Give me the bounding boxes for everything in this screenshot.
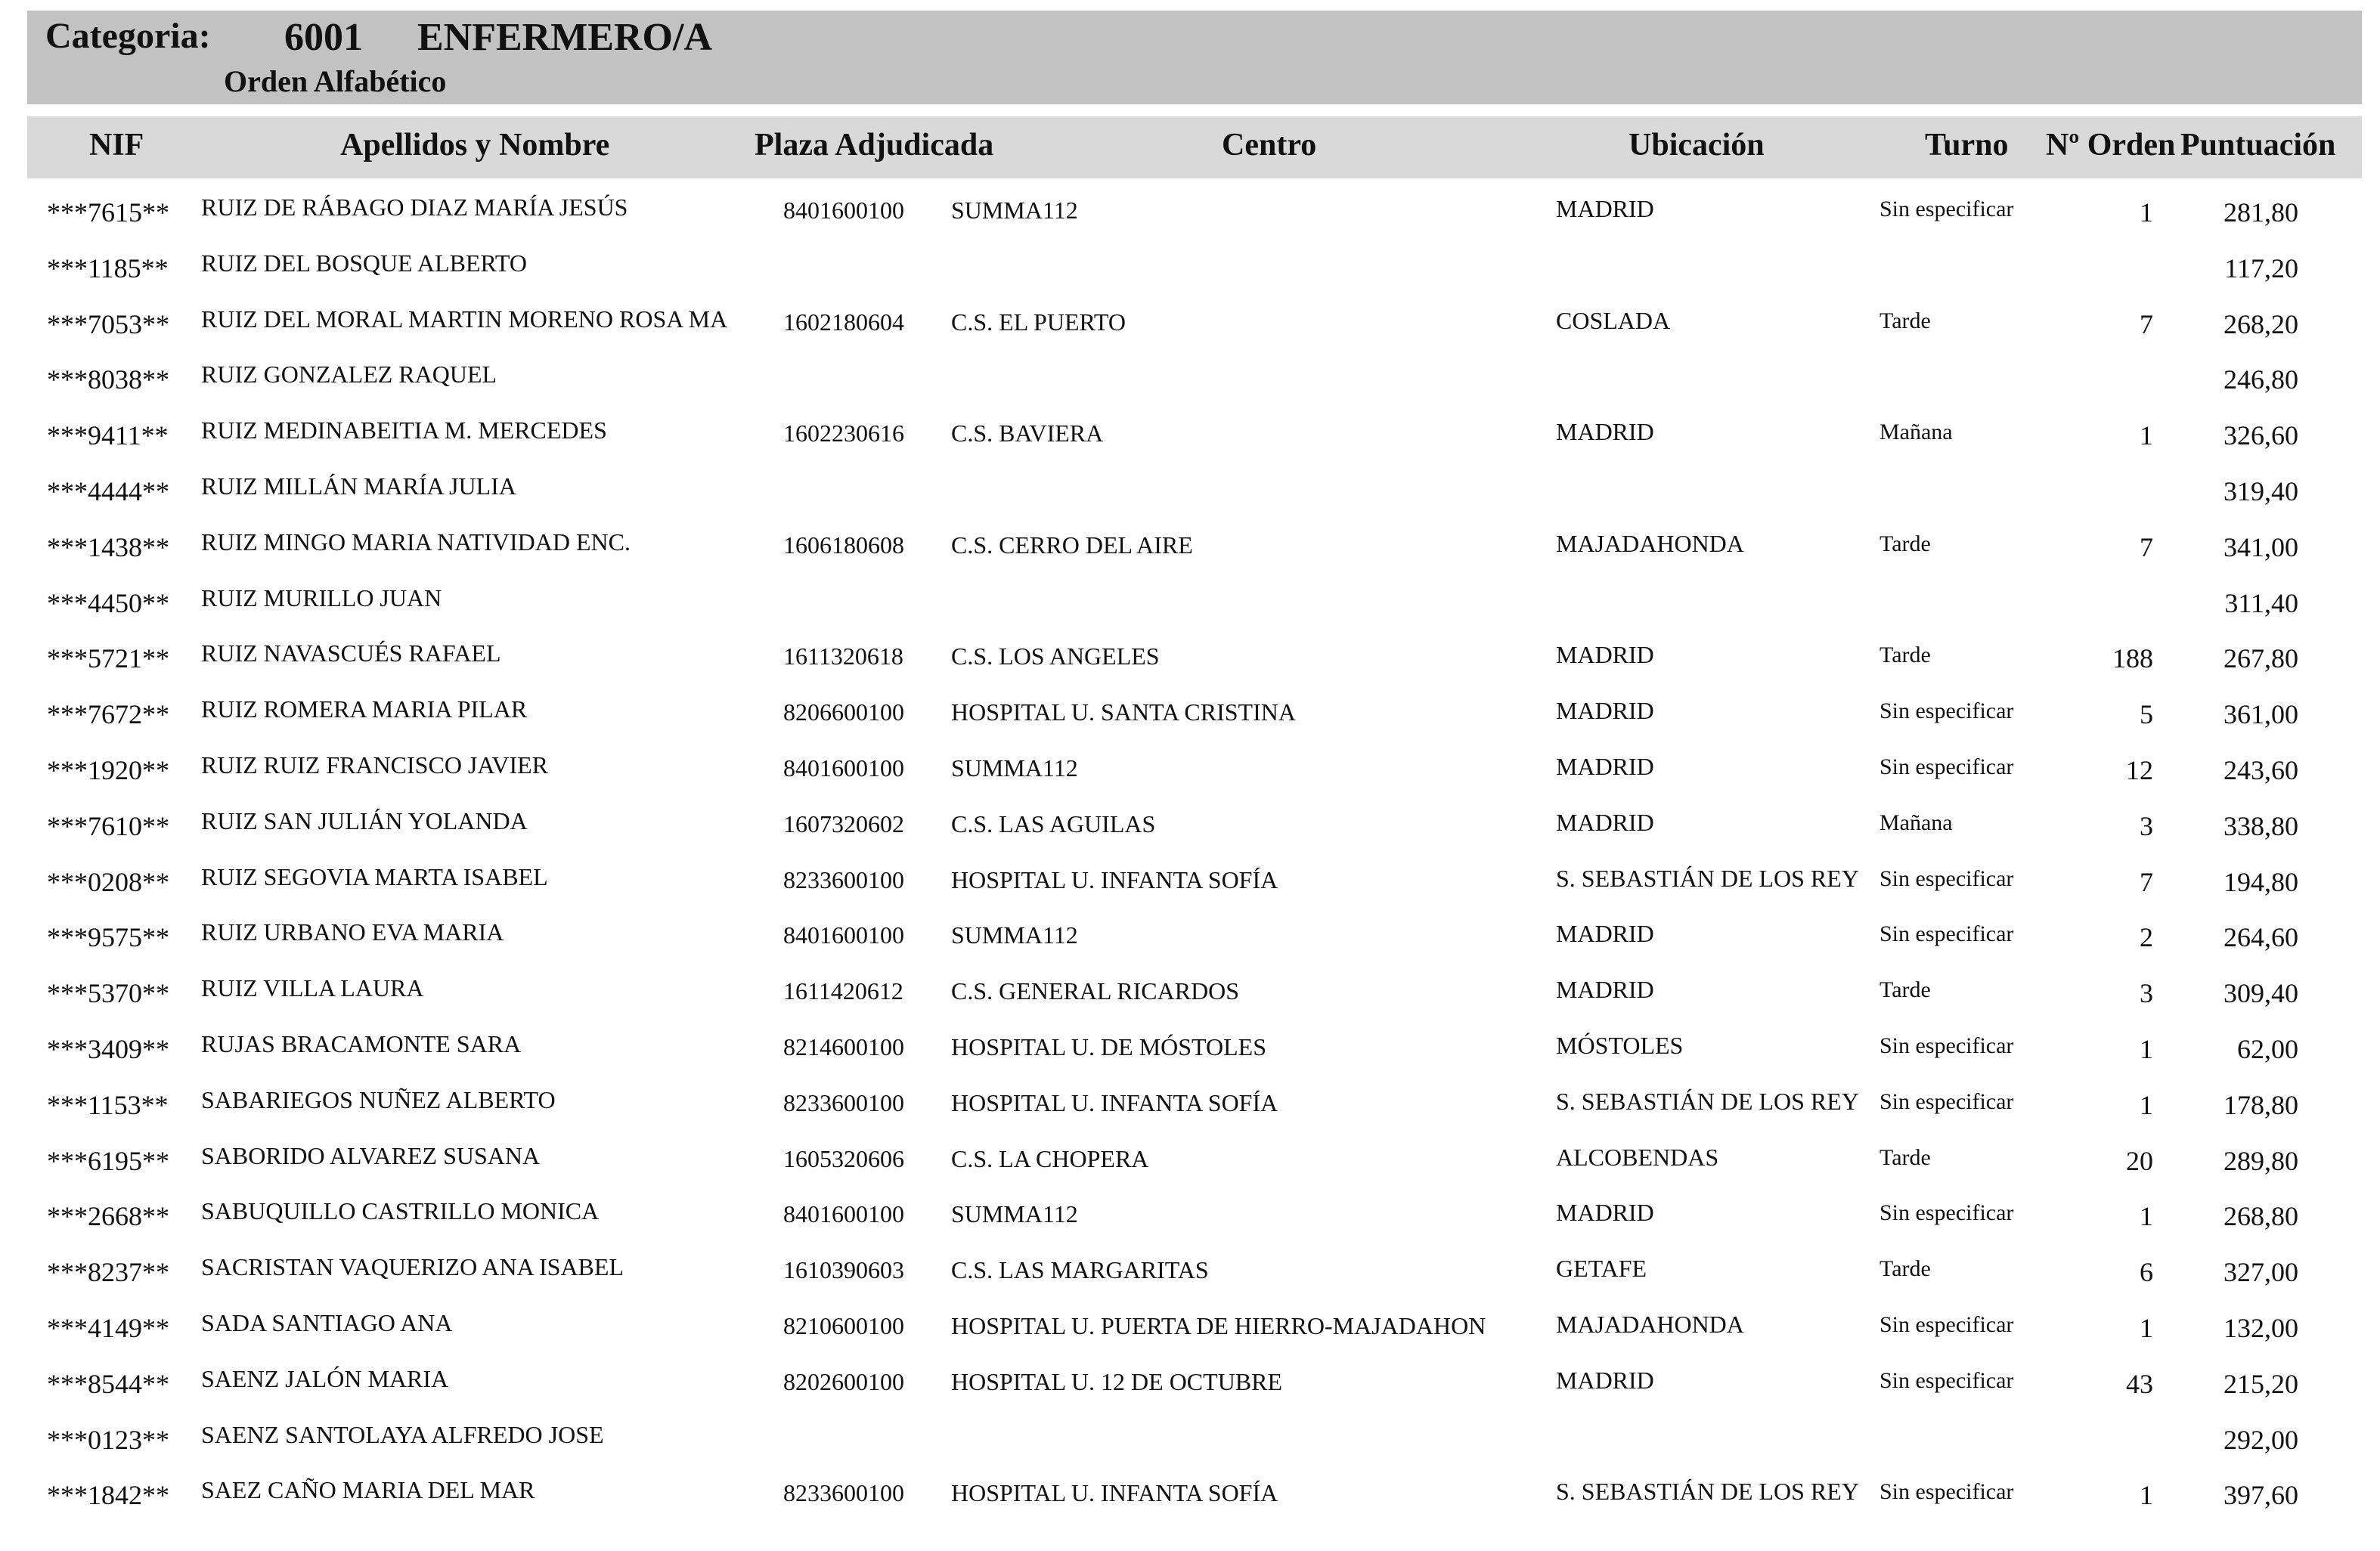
table-row — [0, 1413, 2380, 1469]
nif-cell: ***9575** — [47, 922, 169, 953]
puntuacion-cell: 289,80 — [2224, 1145, 2298, 1176]
puntuacion-cell: 132,00 — [2224, 1312, 2298, 1343]
nif-cell: ***1153** — [47, 1089, 169, 1120]
name-cell: RUIZ MINGO MARIA NATIVIDAD ENC. — [201, 528, 631, 556]
name-cell: SABUQUILLO CASTRILLO MONICA — [201, 1197, 600, 1225]
orden-cell: 12 — [2126, 754, 2153, 785]
nif-cell: ***1842** — [47, 1480, 169, 1511]
table-row — [0, 298, 2380, 354]
nif-cell: ***9411** — [47, 420, 169, 451]
plaza-cell: 1606180608 — [783, 531, 904, 559]
orden-cell: 1 — [2140, 1201, 2153, 1232]
nif-cell: ***5721** — [47, 643, 169, 674]
turno-cell: Sin especificar — [1880, 1032, 2014, 1058]
centro-cell: SUMMA112 — [951, 1200, 1078, 1228]
centro-cell: HOSPITAL U. INFANTA SOFÍA — [951, 1088, 1278, 1116]
category-name: ENFERMERO/A — [417, 16, 712, 59]
ubicacion-cell: GETAFE — [1556, 1255, 1647, 1283]
plaza-cell: 8202600100 — [783, 1367, 904, 1395]
ubicacion-cell: MAJADAHONDA — [1556, 529, 1744, 557]
nif-cell: ***8237** — [47, 1257, 169, 1288]
nif-cell: ***7610** — [47, 810, 169, 841]
nif-cell: ***7672** — [47, 699, 169, 730]
centro-cell: C.S. LOS ANGELES — [951, 642, 1160, 670]
puntuacion-cell: 117,20 — [2224, 252, 2298, 283]
nif-cell: ***4450** — [47, 587, 169, 618]
turno-cell: Tarde — [1880, 642, 1931, 668]
plaza-cell: 1610390603 — [783, 1256, 904, 1284]
nif-cell: ***4444** — [47, 475, 169, 506]
column-header-plaza: Plaza Adjudicada — [755, 128, 994, 163]
ubicacion-cell: MADRID — [1556, 976, 1654, 1004]
centro-cell: C.S. EL PUERTO — [951, 308, 1126, 336]
orden-cell: 1 — [2140, 197, 2153, 228]
puntuacion-cell: 319,40 — [2224, 475, 2298, 506]
orden-cell: 3 — [2140, 978, 2153, 1009]
name-cell: RUIZ RUIZ FRANCISCO JAVIER — [201, 751, 549, 779]
name-cell: RUIZ MURILLO JUAN — [201, 584, 442, 611]
table-row — [0, 688, 2380, 744]
name-cell: RUJAS BRACAMONTE SARA — [201, 1029, 522, 1057]
plaza-cell: 8233600100 — [783, 865, 904, 893]
nif-cell: ***7615** — [47, 197, 169, 228]
name-cell: RUIZ URBANO EVA MARIA — [201, 918, 504, 946]
plaza-cell: 8233600100 — [783, 1479, 904, 1507]
centro-cell: C.S. BAVIERA — [951, 419, 1104, 447]
table-row — [0, 577, 2380, 633]
plaza-cell: 8401600100 — [783, 197, 904, 224]
nif-cell: ***3409** — [47, 1033, 169, 1064]
centro-cell: HOSPITAL U. INFANTA SOFÍA — [951, 1479, 1278, 1507]
turno-cell: Sin especificar — [1880, 698, 2014, 724]
name-cell: RUIZ MEDINABEITIA M. MERCEDES — [201, 416, 607, 444]
puntuacion-cell: 326,60 — [2224, 420, 2298, 451]
turno-cell: Mañana — [1880, 419, 1953, 445]
puntuacion-cell: 194,80 — [2224, 866, 2298, 897]
ubicacion-cell: MÓSTOLES — [1556, 1031, 1684, 1059]
plaza-cell: 8233600100 — [783, 1088, 904, 1116]
name-cell: SAENZ SANTOLAYA ALFREDO JOSE — [201, 1420, 604, 1448]
nif-cell: ***1185** — [47, 252, 169, 283]
table-row — [0, 409, 2380, 465]
table-row — [0, 353, 2380, 409]
category-label: Categoria: — [45, 16, 211, 56]
plaza-cell: 1611420612 — [783, 977, 903, 1005]
ubicacion-cell: MADRID — [1556, 697, 1654, 725]
results-table-body — [0, 186, 2380, 1525]
turno-cell: Sin especificar — [1880, 1311, 2014, 1337]
centro-cell: HOSPITAL U. DE MÓSTOLES — [951, 1032, 1267, 1060]
turno-cell: Sin especificar — [1880, 865, 2014, 891]
orden-cell: 1 — [2140, 420, 2153, 451]
ubicacion-cell: ALCOBENDAS — [1556, 1143, 1719, 1171]
table-row — [0, 800, 2380, 856]
plaza-cell: 8401600100 — [783, 754, 904, 782]
table-row — [0, 1469, 2380, 1525]
name-cell: SADA SANTIAGO ANA — [201, 1308, 453, 1336]
centro-cell: SUMMA112 — [951, 921, 1078, 949]
orden-cell: 1 — [2140, 1089, 2153, 1120]
plaza-cell: 8206600100 — [783, 698, 904, 726]
puntuacion-cell: 361,00 — [2224, 699, 2298, 730]
plaza-cell: 1611320618 — [783, 642, 903, 670]
plaza-cell: 1605320606 — [783, 1144, 904, 1172]
column-header-nif: NIF — [89, 128, 144, 163]
nif-cell: ***4149** — [47, 1312, 169, 1343]
turno-cell: Tarde — [1880, 308, 1931, 333]
centro-cell: HOSPITAL U. PUERTA DE HIERRO-MAJADAHON — [951, 1311, 1486, 1339]
centro-cell: HOSPITAL U. SANTA CRISTINA — [951, 698, 1296, 726]
turno-cell: Sin especificar — [1880, 921, 2014, 947]
orden-cell: 7 — [2140, 866, 2153, 897]
name-cell: RUIZ DEL BOSQUE ALBERTO — [201, 249, 527, 277]
plaza-cell: 8401600100 — [783, 921, 904, 949]
table-row — [0, 1190, 2380, 1246]
orden-cell: 2 — [2140, 922, 2153, 953]
nif-cell: ***8544** — [47, 1368, 169, 1399]
table-row — [0, 465, 2380, 521]
plaza-cell: 1602230616 — [783, 419, 904, 447]
centro-cell: C.S. LA CHOPERA — [951, 1144, 1149, 1172]
nif-cell: ***8038** — [47, 364, 169, 395]
sort-order-label: Orden Alfabético — [224, 64, 447, 98]
orden-cell: 1 — [2140, 1033, 2153, 1064]
nif-cell: ***5370** — [47, 978, 169, 1009]
turno-cell: Sin especificar — [1880, 1367, 2014, 1393]
puntuacion-cell: 62,00 — [2237, 1033, 2298, 1064]
orden-cell: 20 — [2126, 1145, 2153, 1176]
nif-cell: ***7053** — [47, 308, 169, 339]
orden-cell: 5 — [2140, 699, 2153, 730]
column-header-orden: Nº Orden — [2046, 128, 2176, 163]
table-row — [0, 1079, 2380, 1135]
name-cell: SAEZ CAÑO MARIA DEL MAR — [201, 1476, 535, 1504]
centro-cell: C.S. LAS AGUILAS — [951, 810, 1156, 837]
name-cell: RUIZ SAN JULIÁN YOLANDA — [201, 806, 528, 834]
nif-cell: ***1438** — [47, 531, 169, 562]
orden-cell: 7 — [2140, 531, 2153, 562]
turno-cell: Tarde — [1880, 1144, 1931, 1170]
ubicacion-cell: S. SEBASTIÁN DE LOS REY — [1556, 864, 1859, 892]
name-cell: SACRISTAN VAQUERIZO ANA ISABEL — [201, 1253, 624, 1281]
name-cell: RUIZ MILLÁN MARÍA JULIA — [201, 472, 516, 500]
turno-cell: Tarde — [1880, 531, 1931, 556]
puntuacion-cell: 267,80 — [2224, 643, 2298, 674]
centro-cell: SUMMA112 — [951, 197, 1078, 224]
name-cell: SAENZ JALÓN MARIA — [201, 1364, 449, 1392]
centro-cell: C.S. CERRO DEL AIRE — [951, 531, 1193, 559]
name-cell: RUIZ GONZALEZ RAQUEL — [201, 361, 497, 389]
orden-cell: 6 — [2140, 1257, 2153, 1288]
table-row — [0, 632, 2380, 688]
turno-cell: Mañana — [1880, 810, 1953, 835]
ubicacion-cell: S. SEBASTIÁN DE LOS REY — [1556, 1087, 1859, 1115]
turno-cell: Sin especificar — [1880, 1479, 2014, 1505]
puntuacion-cell: 311,40 — [2224, 587, 2298, 618]
name-cell: RUIZ VILLA LAURA — [201, 974, 424, 1002]
name-cell: SABORIDO ALVAREZ SUSANA — [201, 1141, 541, 1169]
orden-cell: 43 — [2126, 1368, 2153, 1399]
plaza-cell: 1607320602 — [783, 810, 904, 837]
column-header-ubicacion: Ubicación — [1629, 128, 1765, 163]
puntuacion-cell: 178,80 — [2224, 1089, 2298, 1120]
table-row — [0, 744, 2380, 800]
category-code: 6001 — [284, 16, 363, 59]
turno-cell: Sin especificar — [1880, 197, 2014, 221]
ubicacion-cell: MADRID — [1556, 195, 1654, 222]
centro-cell: C.S. GENERAL RICARDOS — [951, 977, 1240, 1005]
orden-cell: 1 — [2140, 1480, 2153, 1511]
puntuacion-cell: 281,80 — [2224, 197, 2298, 228]
nif-cell: ***2668** — [47, 1201, 169, 1232]
centro-cell: SUMMA112 — [951, 754, 1078, 782]
ubicacion-cell: MADRID — [1556, 752, 1654, 780]
table-row — [0, 242, 2380, 298]
ubicacion-cell: MAJADAHONDA — [1556, 1310, 1744, 1338]
name-cell: RUIZ DEL MORAL MARTIN MORENO ROSA MA — [201, 305, 728, 333]
table-row — [0, 1246, 2380, 1302]
table-row — [0, 521, 2380, 577]
orden-cell: 188 — [2112, 643, 2153, 674]
centro-cell: HOSPITAL U. 12 DE OCTUBRE — [951, 1367, 1283, 1395]
turno-cell: Tarde — [1880, 1256, 1931, 1282]
plaza-cell: 8401600100 — [783, 1200, 904, 1228]
name-cell: RUIZ DE RÁBAGO DIAZ MARÍA JESÚS — [201, 193, 628, 221]
puntuacion-cell: 246,80 — [2224, 364, 2298, 395]
turno-cell: Sin especificar — [1880, 754, 2014, 779]
table-row — [0, 1358, 2380, 1413]
nif-cell: ***0208** — [47, 866, 169, 897]
ubicacion-cell: MADRID — [1556, 418, 1654, 446]
turno-cell: Tarde — [1880, 977, 1931, 1003]
turno-cell: Sin especificar — [1880, 1088, 2014, 1114]
column-header-puntuacion: Puntuación — [2180, 128, 2336, 163]
puntuacion-cell: 292,00 — [2224, 1424, 2298, 1455]
column-header-centro: Centro — [1222, 128, 1317, 163]
orden-cell: 3 — [2140, 810, 2153, 841]
puntuacion-cell: 264,60 — [2224, 922, 2298, 953]
category-header — [27, 11, 2362, 104]
plaza-cell: 1602180604 — [783, 308, 904, 336]
name-cell: SABARIEGOS NUÑEZ ALBERTO — [201, 1085, 556, 1113]
ubicacion-cell: COSLADA — [1556, 306, 1671, 334]
ubicacion-cell: MADRID — [1556, 1366, 1654, 1394]
orden-cell: 1 — [2140, 1312, 2153, 1343]
name-cell: RUIZ NAVASCUÉS RAFAEL — [201, 639, 501, 667]
turno-cell: Sin especificar — [1880, 1200, 2014, 1226]
table-header — [27, 116, 2362, 178]
puntuacion-cell: 243,60 — [2224, 754, 2298, 785]
name-cell: RUIZ ROMERA MARIA PILAR — [201, 695, 528, 723]
table-row — [0, 967, 2380, 1023]
ubicacion-cell: MADRID — [1556, 920, 1654, 948]
puntuacion-cell: 338,80 — [2224, 810, 2298, 841]
puntuacion-cell: 309,40 — [2224, 978, 2298, 1009]
ubicacion-cell: MADRID — [1556, 808, 1654, 836]
puntuacion-cell: 215,20 — [2224, 1368, 2298, 1399]
ubicacion-cell: S. SEBASTIÁN DE LOS REY — [1556, 1478, 1859, 1506]
nif-cell: ***1920** — [47, 754, 169, 785]
column-header-turno: Turno — [1925, 128, 2009, 163]
centro-cell: HOSPITAL U. INFANTA SOFÍA — [951, 865, 1278, 893]
plaza-cell: 8214600100 — [783, 1032, 904, 1060]
ubicacion-cell: MADRID — [1556, 1199, 1654, 1227]
table-row — [0, 856, 2380, 912]
name-cell: RUIZ SEGOVIA MARTA ISABEL — [201, 862, 548, 890]
nif-cell: ***0123** — [47, 1424, 169, 1455]
table-row — [0, 1023, 2380, 1079]
puntuacion-cell: 397,60 — [2224, 1480, 2298, 1511]
table-row — [0, 911, 2380, 967]
table-row — [0, 1302, 2380, 1358]
table-row — [0, 186, 2380, 242]
ubicacion-cell: MADRID — [1556, 641, 1654, 669]
nif-cell: ***6195** — [47, 1145, 169, 1176]
column-header-name: Apellidos y Nombre — [340, 128, 610, 163]
table-row — [0, 1135, 2380, 1190]
plaza-cell: 8210600100 — [783, 1311, 904, 1339]
puntuacion-cell: 268,20 — [2224, 308, 2298, 339]
centro-cell: C.S. LAS MARGARITAS — [951, 1256, 1209, 1284]
puntuacion-cell: 341,00 — [2224, 531, 2298, 562]
puntuacion-cell: 268,80 — [2224, 1201, 2298, 1232]
puntuacion-cell: 327,00 — [2224, 1257, 2298, 1288]
orden-cell: 7 — [2140, 308, 2153, 339]
